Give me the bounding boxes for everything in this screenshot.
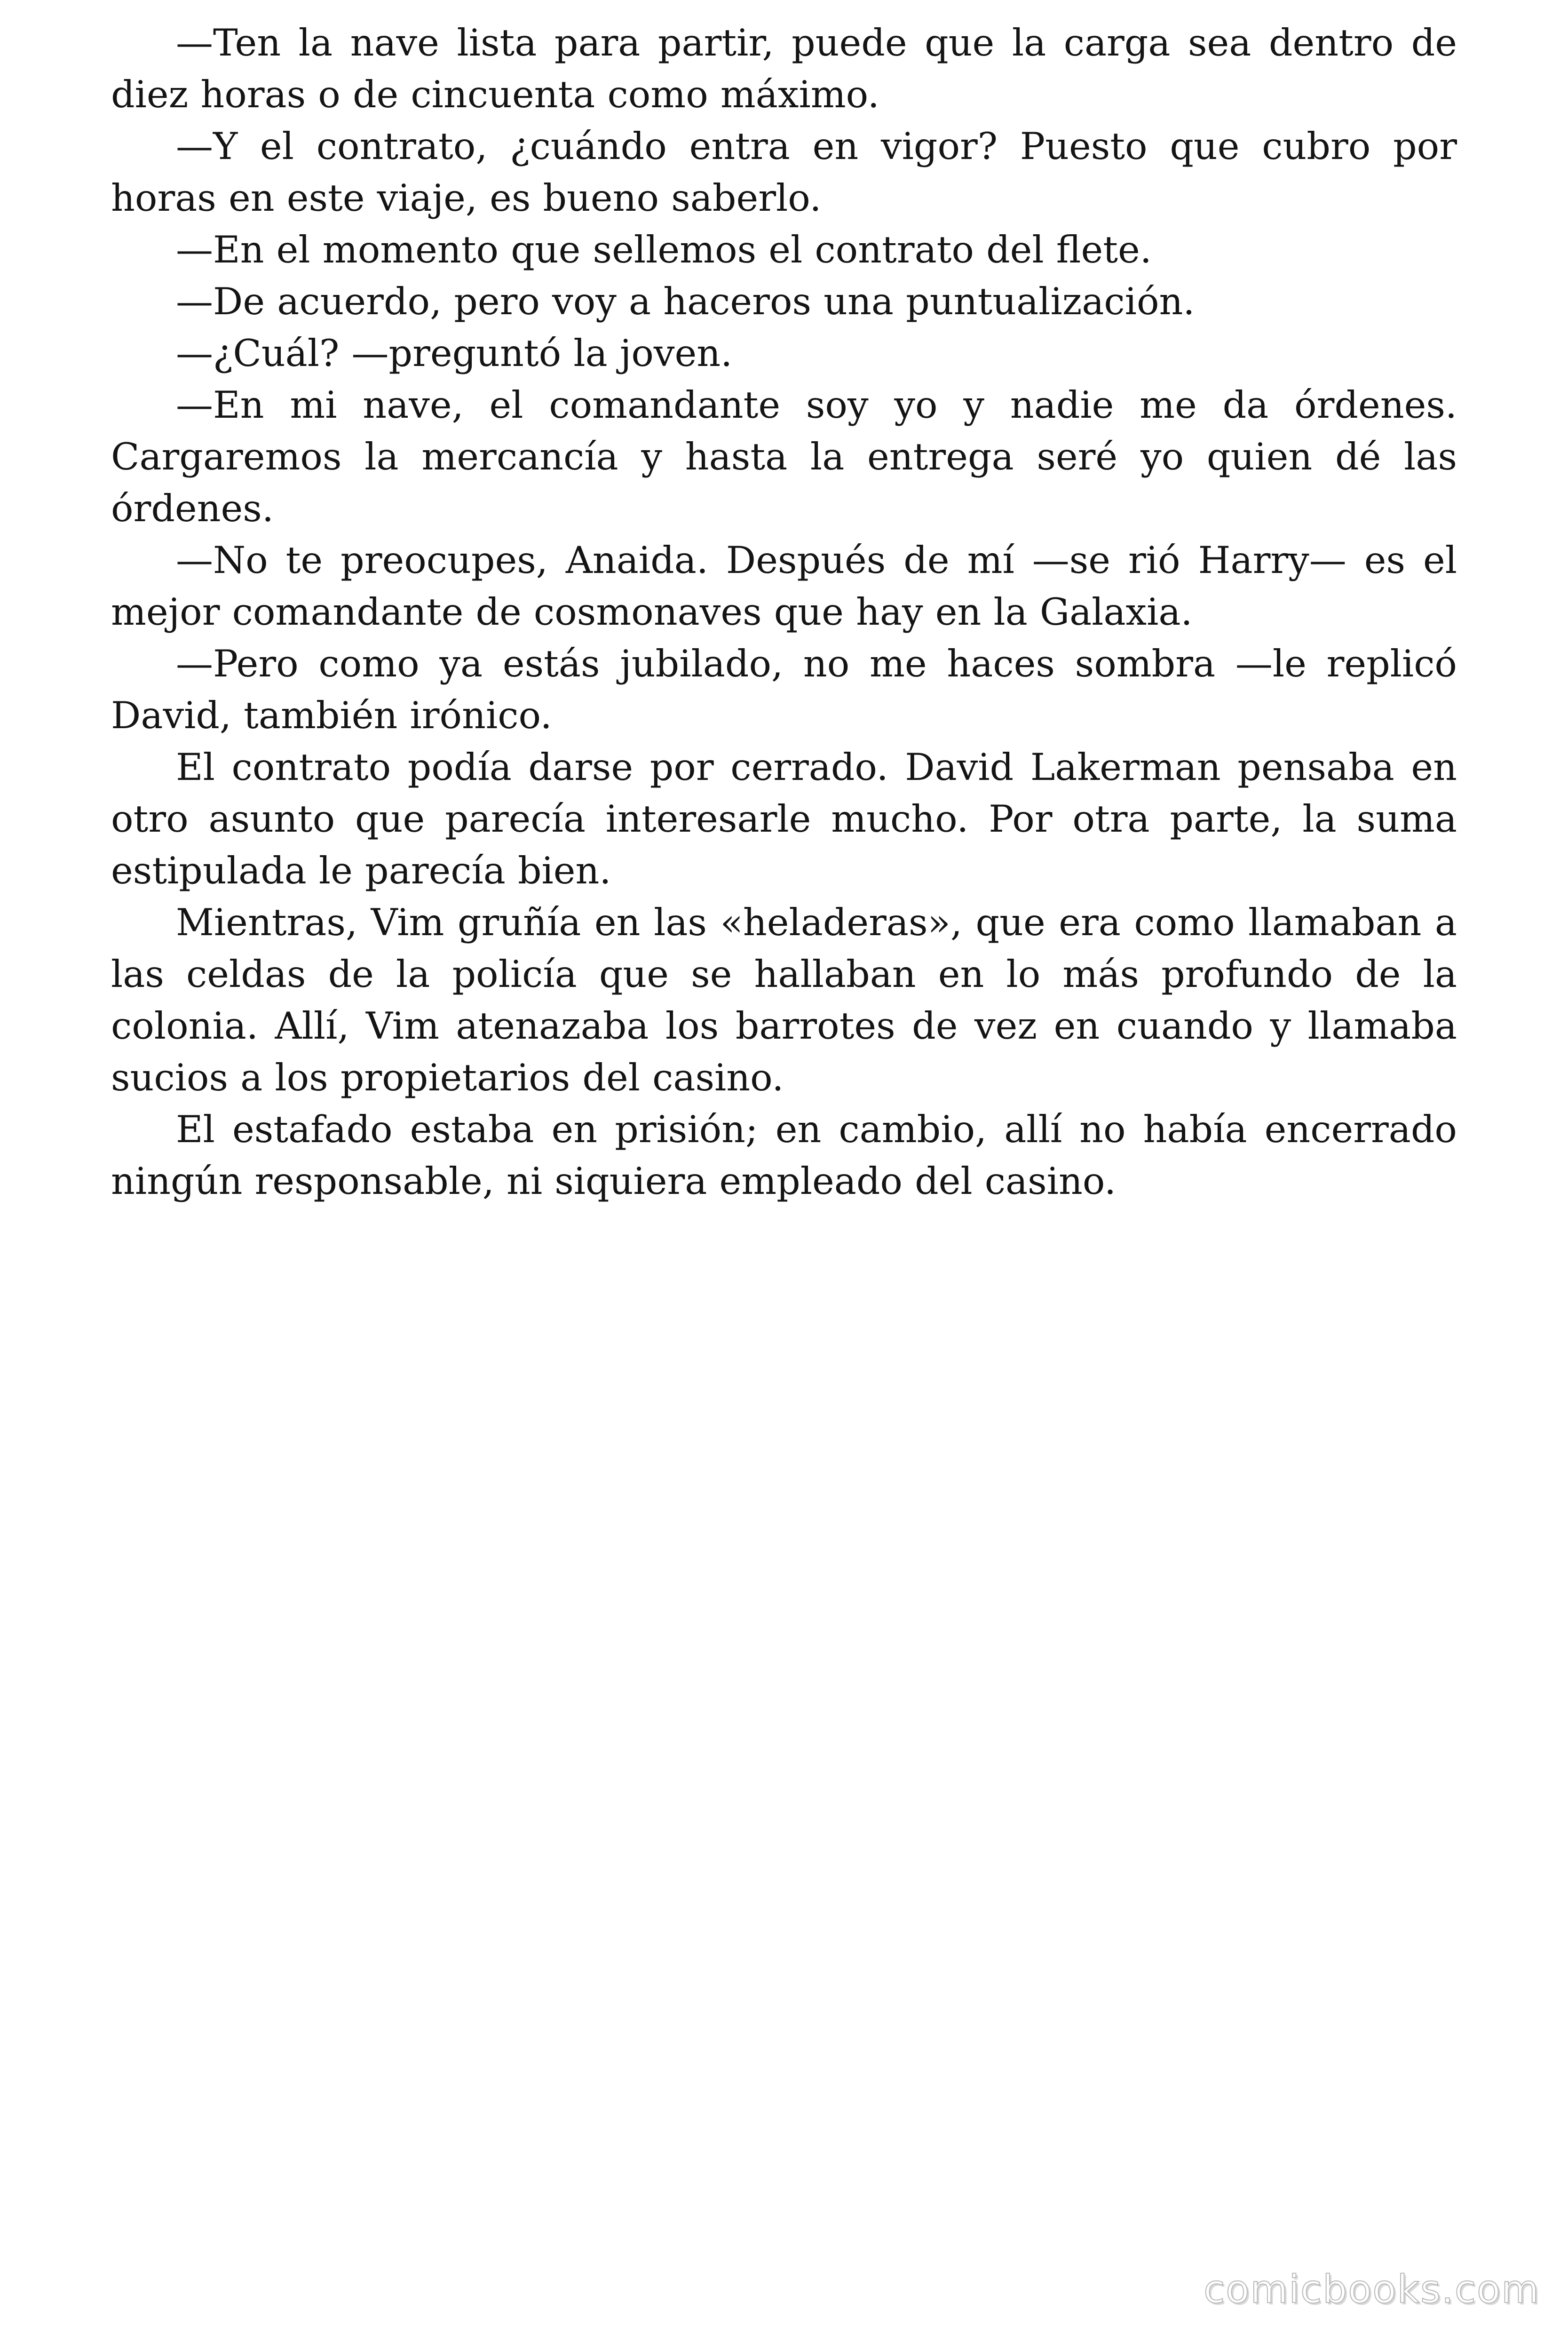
paragraph: —De acuerdo, pero voy a haceros una puntualización.	[176, 280, 1195, 323]
paragraph: Mientras, Vim gruñía en las «heladeras», que era como llamaban a las celdas de la policía que se hallaban en lo más profundo de la colonia. Allí, Vim atenazaba los barrotes de vez en cuando y llamaba sucios a los propietarios del casino.	[111, 901, 1457, 1099]
paragraph: —En el momento que sellemos el contrato del flete.	[176, 228, 1152, 271]
paragraph: —Y el contrato, ¿cuándo entra en vigor? Puesto que cubro por horas en este viaje, es bueno saberlo.	[111, 125, 1457, 220]
paragraph: —Ten la nave lista para partir, puede que la carga sea dentro de diez horas o de cincuenta como máximo.	[111, 21, 1457, 116]
book-page-body	[111, 17, 1457, 1207]
paragraph: —Pero como ya estás jubilado, no me haces sombra —le replicó David, también irónico.	[111, 642, 1457, 737]
paragraph: —En mi nave, el comandante soy yo y nadie me da órdenes. Cargaremos la mercancía y hasta la entrega seré yo quien dé las órdenes.	[111, 383, 1457, 530]
paragraph: —No te preocupes, Anaida. Después de mí —se rió Harry— es el mejor comandante de cosmonaves que hay en la Galaxia.	[111, 539, 1457, 634]
paragraph: El contrato podía darse por cerrado. David Lakerman pensaba en otro asunto que parecía interesarle mucho. Por otra parte, la suma estipulada le parecía bien.	[111, 746, 1457, 892]
paragraph: —¿Cuál? —preguntó la joven.	[176, 332, 733, 375]
site-watermark: comicbooks.com	[1204, 2267, 1540, 2312]
paragraph: El estafado estaba en prisión; en cambio, allí no había encerrado ningún responsable, ni siquiera empleado del casino.	[111, 1108, 1457, 1203]
